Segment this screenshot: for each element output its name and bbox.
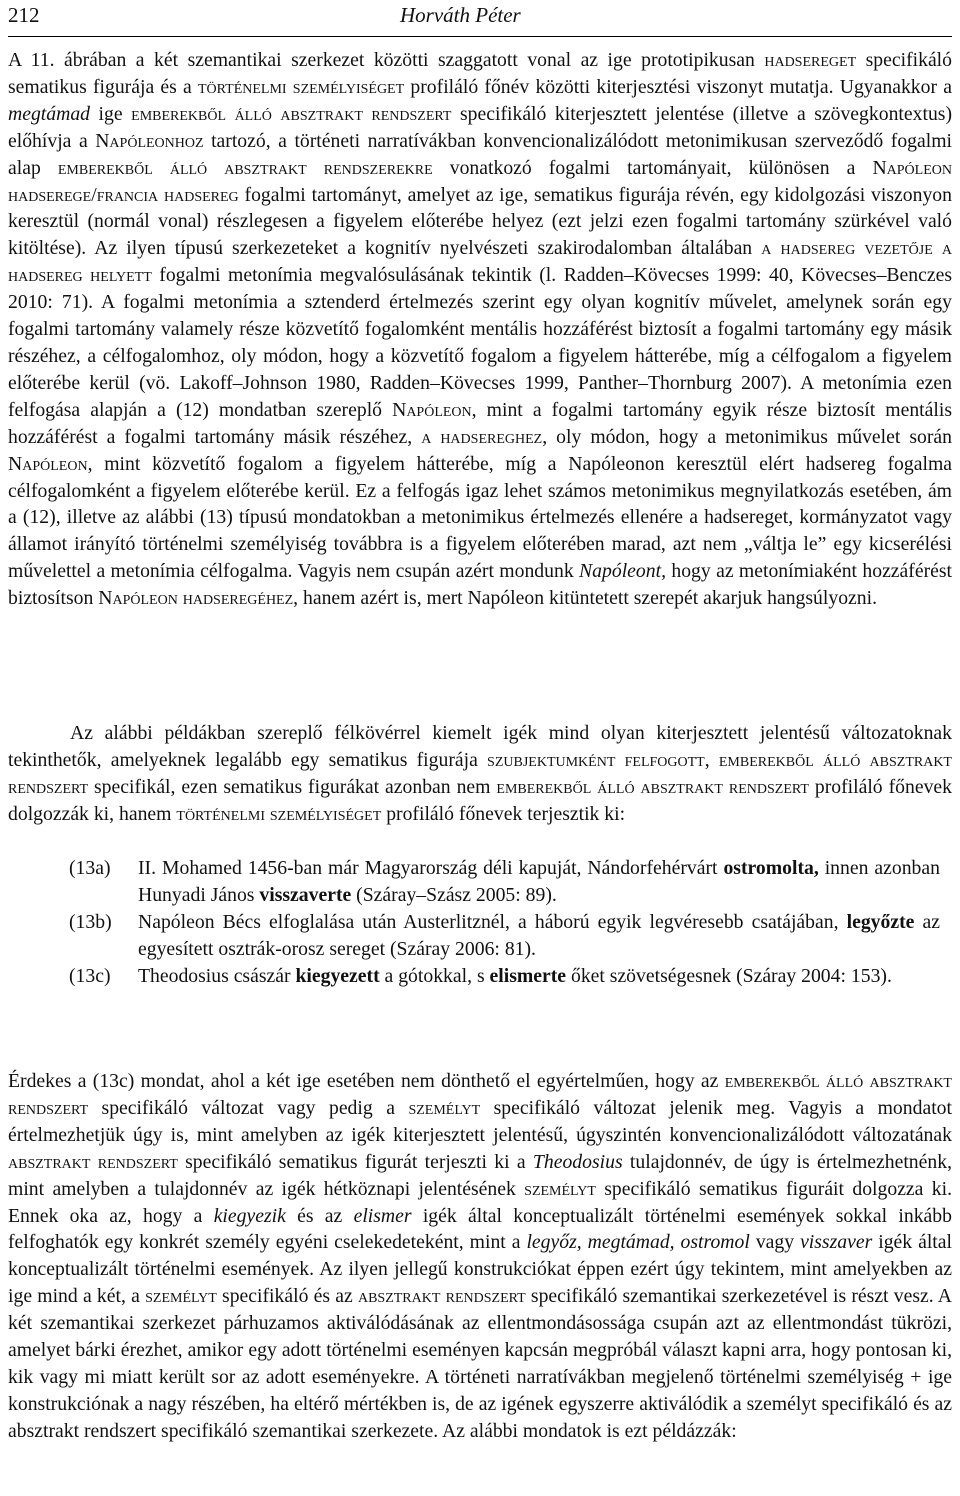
- running-head-author: Horváth Péter: [400, 3, 521, 27]
- small-caps-term: Napóleonhoz: [95, 129, 204, 152]
- text-run: specifikáló szemantikai szerkezetével is részt vesz. A két szemantikai szerkezet párhuzamos aktiválódásának az ellentmondásossága csupán azt az ellentmondást tükrözi, amelyet bárki érezhet, amikor egy adott történelmi eseményen kapcsán megpróbál választ kapni arra, hogy pontosan ki, kik vagy mi miatt került sor az adott eseményekre. A történeti narratívákban megjelenő történelmi személyiség + ige konstrukciónak a nagy részében, ha eltérő mértékben is, de az igének egyszerre aktiválódik a személyt specifikáló és az absztrakt rendszert specifikáló szemantikai szerkezete. Az alábbi mondatok is ezt példázzák:: [8, 1285, 953, 1442]
- body-paragraph: [8, 47, 952, 612]
- text-run: az egyesített osztrák-orosz sereget (Száray 2006: 81).: [138, 910, 940, 960]
- italic-term: Napóleont,: [579, 560, 666, 583]
- text-run: igék által konceptualizált történelmi események. Az ilyen jellegű konstrukciókat éppen ezért úgy tekintem, mint amelyekben az ige mind a két, a: [8, 1231, 952, 1308]
- bold-verb: kiegyezett: [295, 964, 380, 987]
- text-run: , mint a fogalmi tartomány egyik része biztosít mentális hozzáférést a fogalmi tartomány másik részéhez,: [8, 398, 952, 448]
- text-run: profiláló főnevek dolgozzák ki, hanem: [8, 775, 952, 825]
- bold-verb: elismerte: [489, 964, 567, 987]
- text-run: , hanem azért is, mert Napóleon kitüntetett szerepét akarjuk hangsúlyozni.: [293, 587, 878, 610]
- text-run: vagy: [749, 1231, 801, 1254]
- text-run: specifikáló sematikus figuráit dolgozza ki. Ennek oka az, hogy a: [8, 1177, 952, 1227]
- italic-term: megtámad: [8, 102, 91, 125]
- italic-term: visszaver: [800, 1231, 873, 1254]
- text-run: igék által konceptualizált történelmi események sokkal inkább felfoghatók egy konkrét személy egyéni cselekedeteként, mint a: [8, 1204, 952, 1254]
- text-run: specifikáló sematikus figurát terjeszti ki a: [177, 1150, 533, 1173]
- text-run: vonatkozó fogalmi tartományait, különösen a: [432, 156, 873, 179]
- text-run: specifikáló kiterjesztett jelentése (illetve a szövegkontextus) előhívja a: [8, 102, 952, 152]
- small-caps-term: emberekből álló absztrakt rendszert: [131, 102, 452, 125]
- example-label: (13b): [69, 910, 112, 933]
- small-caps-term: történelmi személyiséget: [197, 75, 405, 98]
- text-run: specifikál, ezen sematikus figurákat azonban nem: [88, 775, 497, 798]
- small-caps-term: személyt: [145, 1285, 217, 1308]
- body-paragraph: [8, 720, 952, 828]
- text-run: specifikáló és az: [216, 1285, 358, 1308]
- text-run: fogalmi metonímia megvalósulásának tekintik (l. Radden–Kövecses 1999: 40, Kövecses–Benczes 2010: 71). A fogalmi metonímia a sztenderd értelmezés szerint egy olyan kognitív művelet, amelynek során egy fogalmi tartomány valamely része közvetítő fogalomként mentális hozzáférést biztosít a fogalmi tartomány egy másik részéhez, a célfogalomhoz, oly módon, hogy a közvetítő fogalom a figyelem hátterébe, míg a célfogalom a figyelem előterébe kerül (vö. Lakoff–Johnson 1980, Radden–Kövecses 1999, Panther–Thornburg 2007). A metonímia ezen felfogása alapján a (12) mondatban szereplő: [8, 264, 952, 421]
- small-caps-term: Napóleon: [8, 452, 88, 475]
- text-run: specifikáló változat jelenik meg. Vagyis a mondatot értelmezhetjük úgy is, mint amelyben az igék kiterjesztett jelentésű, úgyszintén konvencionalizálódott változatának: [8, 1096, 952, 1146]
- bold-verb: ostromolta,: [723, 857, 819, 879]
- text-run: , oly módon, hogy a metonimikus művelet során: [542, 425, 952, 448]
- example-label: (13c): [69, 964, 111, 987]
- page-number: 212: [8, 3, 40, 27]
- text-run: profiláló főnév közötti kiterjesztési viszonyt mutatja. Ugyanakkor a: [404, 75, 952, 98]
- text-run: Theodosius császár: [138, 964, 296, 987]
- small-caps-term: személyt: [524, 1177, 596, 1200]
- body-paragraph: [8, 1068, 952, 1445]
- text-run: tulajdonnév, de úgy is értelmezhetnénk, mint amelyben a tulajdonnév az igék hétköznapi jelentésének: [8, 1150, 952, 1200]
- book-page: [8, 0, 952, 1496]
- text-run: őket szövetségesnek (Száray 2004: 153).: [566, 964, 892, 987]
- italic-term: Theodosius: [532, 1150, 623, 1173]
- text-run: , mint közvetítő fogalom a figyelem hátterébe, míg a Napóleonon keresztül elért hadsereg fogalma célfogalomként a figyelem előterébe kerül. Ez a felfogás igaz lehet számos metonimikus megnyilatkozás esetében, ám a (12), illetve az alábbi (13) típusú mondatokban a metonimikus értelmezés ellenére a hadsereget, kormányzatot vagy államot irányító történelmi személyiség továbbra is a figyelem előterében marad, azt nem „váltja le” egy kicserélési művelettel a metonímia célfogalma. Vagyis nem csupán azért mondunk: [8, 452, 952, 583]
- small-caps-term: szubjektumként felfogott, emberekből álló absztrakt rendszert: [8, 748, 952, 798]
- text-run: Az alábbi példákban szereplő félkövérrel kiemelt igék mind olyan kiterjesztett jelentésű változatoknak tekinthetők, amelyeknek legalább egy sematikus figurája: [8, 722, 952, 771]
- text-run: tartozó, a történeti narratívákban konvencionalizálódott metonimikusan szerveződő fogalmi alap: [8, 129, 953, 179]
- example-text: [138, 855, 940, 909]
- text-run: specifikáló sematikus figurája és a: [8, 49, 952, 98]
- small-caps-term: absztrakt rendszert: [8, 1150, 178, 1173]
- small-caps-term: a hadsereg vezetője a hadsereg helyett: [8, 237, 952, 287]
- text-run: II. Mohamed 1456-ban már Magyarország déli kapuját, Nándorfehérvárt: [138, 857, 724, 879]
- italic-term: elismer: [353, 1204, 412, 1227]
- text-run: innen azonban Hunyadi János: [138, 857, 940, 906]
- small-caps-term: hadsereget: [764, 49, 857, 71]
- text-run: Napóleon Bécs elfoglalása után Austerlitznél, a háború egyik legvéresebb csatájában,: [138, 910, 847, 933]
- small-caps-term: a hadsereghez: [421, 425, 543, 448]
- small-caps-term: emberekből álló absztrakt rendszert: [8, 1070, 952, 1119]
- page-header: [8, 0, 952, 37]
- example-list: [8, 855, 952, 990]
- small-caps-term: Napóleon hadseregéhez: [98, 587, 294, 610]
- bold-verb: visszaverte: [259, 883, 352, 906]
- text-run: A 11. ábrában a két szemantikai szerkezet közötti szaggatott vonal az ige prototipikusan: [8, 49, 765, 71]
- example-item: [8, 855, 952, 909]
- italic-term: legyőz, megtámad, ostromol: [526, 1231, 750, 1254]
- example-label: (13a): [69, 857, 111, 879]
- text-run: hogy az metonímiaként hozzáférést biztosítson: [8, 560, 952, 610]
- small-caps-term: emberekből álló absztrakt rendszerekre: [57, 156, 433, 179]
- text-run: Érdekes a (13c) mondat, ahol a két ige esetében nem dönthető el egyértelműen, hogy az: [8, 1070, 725, 1092]
- small-caps-term: absztrakt rendszert: [357, 1285, 526, 1308]
- small-caps-term: emberekből álló absztrakt rendszert: [496, 775, 809, 798]
- example-item: [8, 909, 952, 963]
- small-caps-term: történelmi személyiséget: [176, 802, 382, 825]
- bold-verb: legyőzte: [846, 910, 915, 933]
- text-run: (Száray–Szász 2005: 89).: [351, 883, 557, 906]
- text-run: profiláló főnevek terjesztik ki:: [381, 802, 626, 825]
- text-run: fogalmi tartományt, amelyet az ige, sematikus figurája révén, egy kidolgozási viszonyon keresztül (normál vonal) részlegesen a figyelem előterébe helyez (ezt jelzi ezen fogalmi tartomány szürkével való kitöltése). Az ilyen típusú szerkezeteket a kognitív nyelvészeti szakirodalomban általában: [8, 183, 952, 260]
- text-run: és az: [285, 1204, 354, 1227]
- text-run: ige: [90, 102, 132, 125]
- small-caps-term: Napóleon hadserege/francia hadsereg: [8, 156, 952, 206]
- example-text: [138, 909, 940, 963]
- example-text: [138, 963, 940, 990]
- text-run: specifikáló változat vagy pedig a: [88, 1096, 409, 1119]
- example-item: [8, 963, 952, 990]
- text-run: a gótokkal, s: [379, 964, 490, 987]
- small-caps-term: személyt: [408, 1096, 481, 1119]
- small-caps-term: Napóleon: [392, 398, 472, 421]
- italic-term: kiegyezik: [213, 1204, 286, 1227]
